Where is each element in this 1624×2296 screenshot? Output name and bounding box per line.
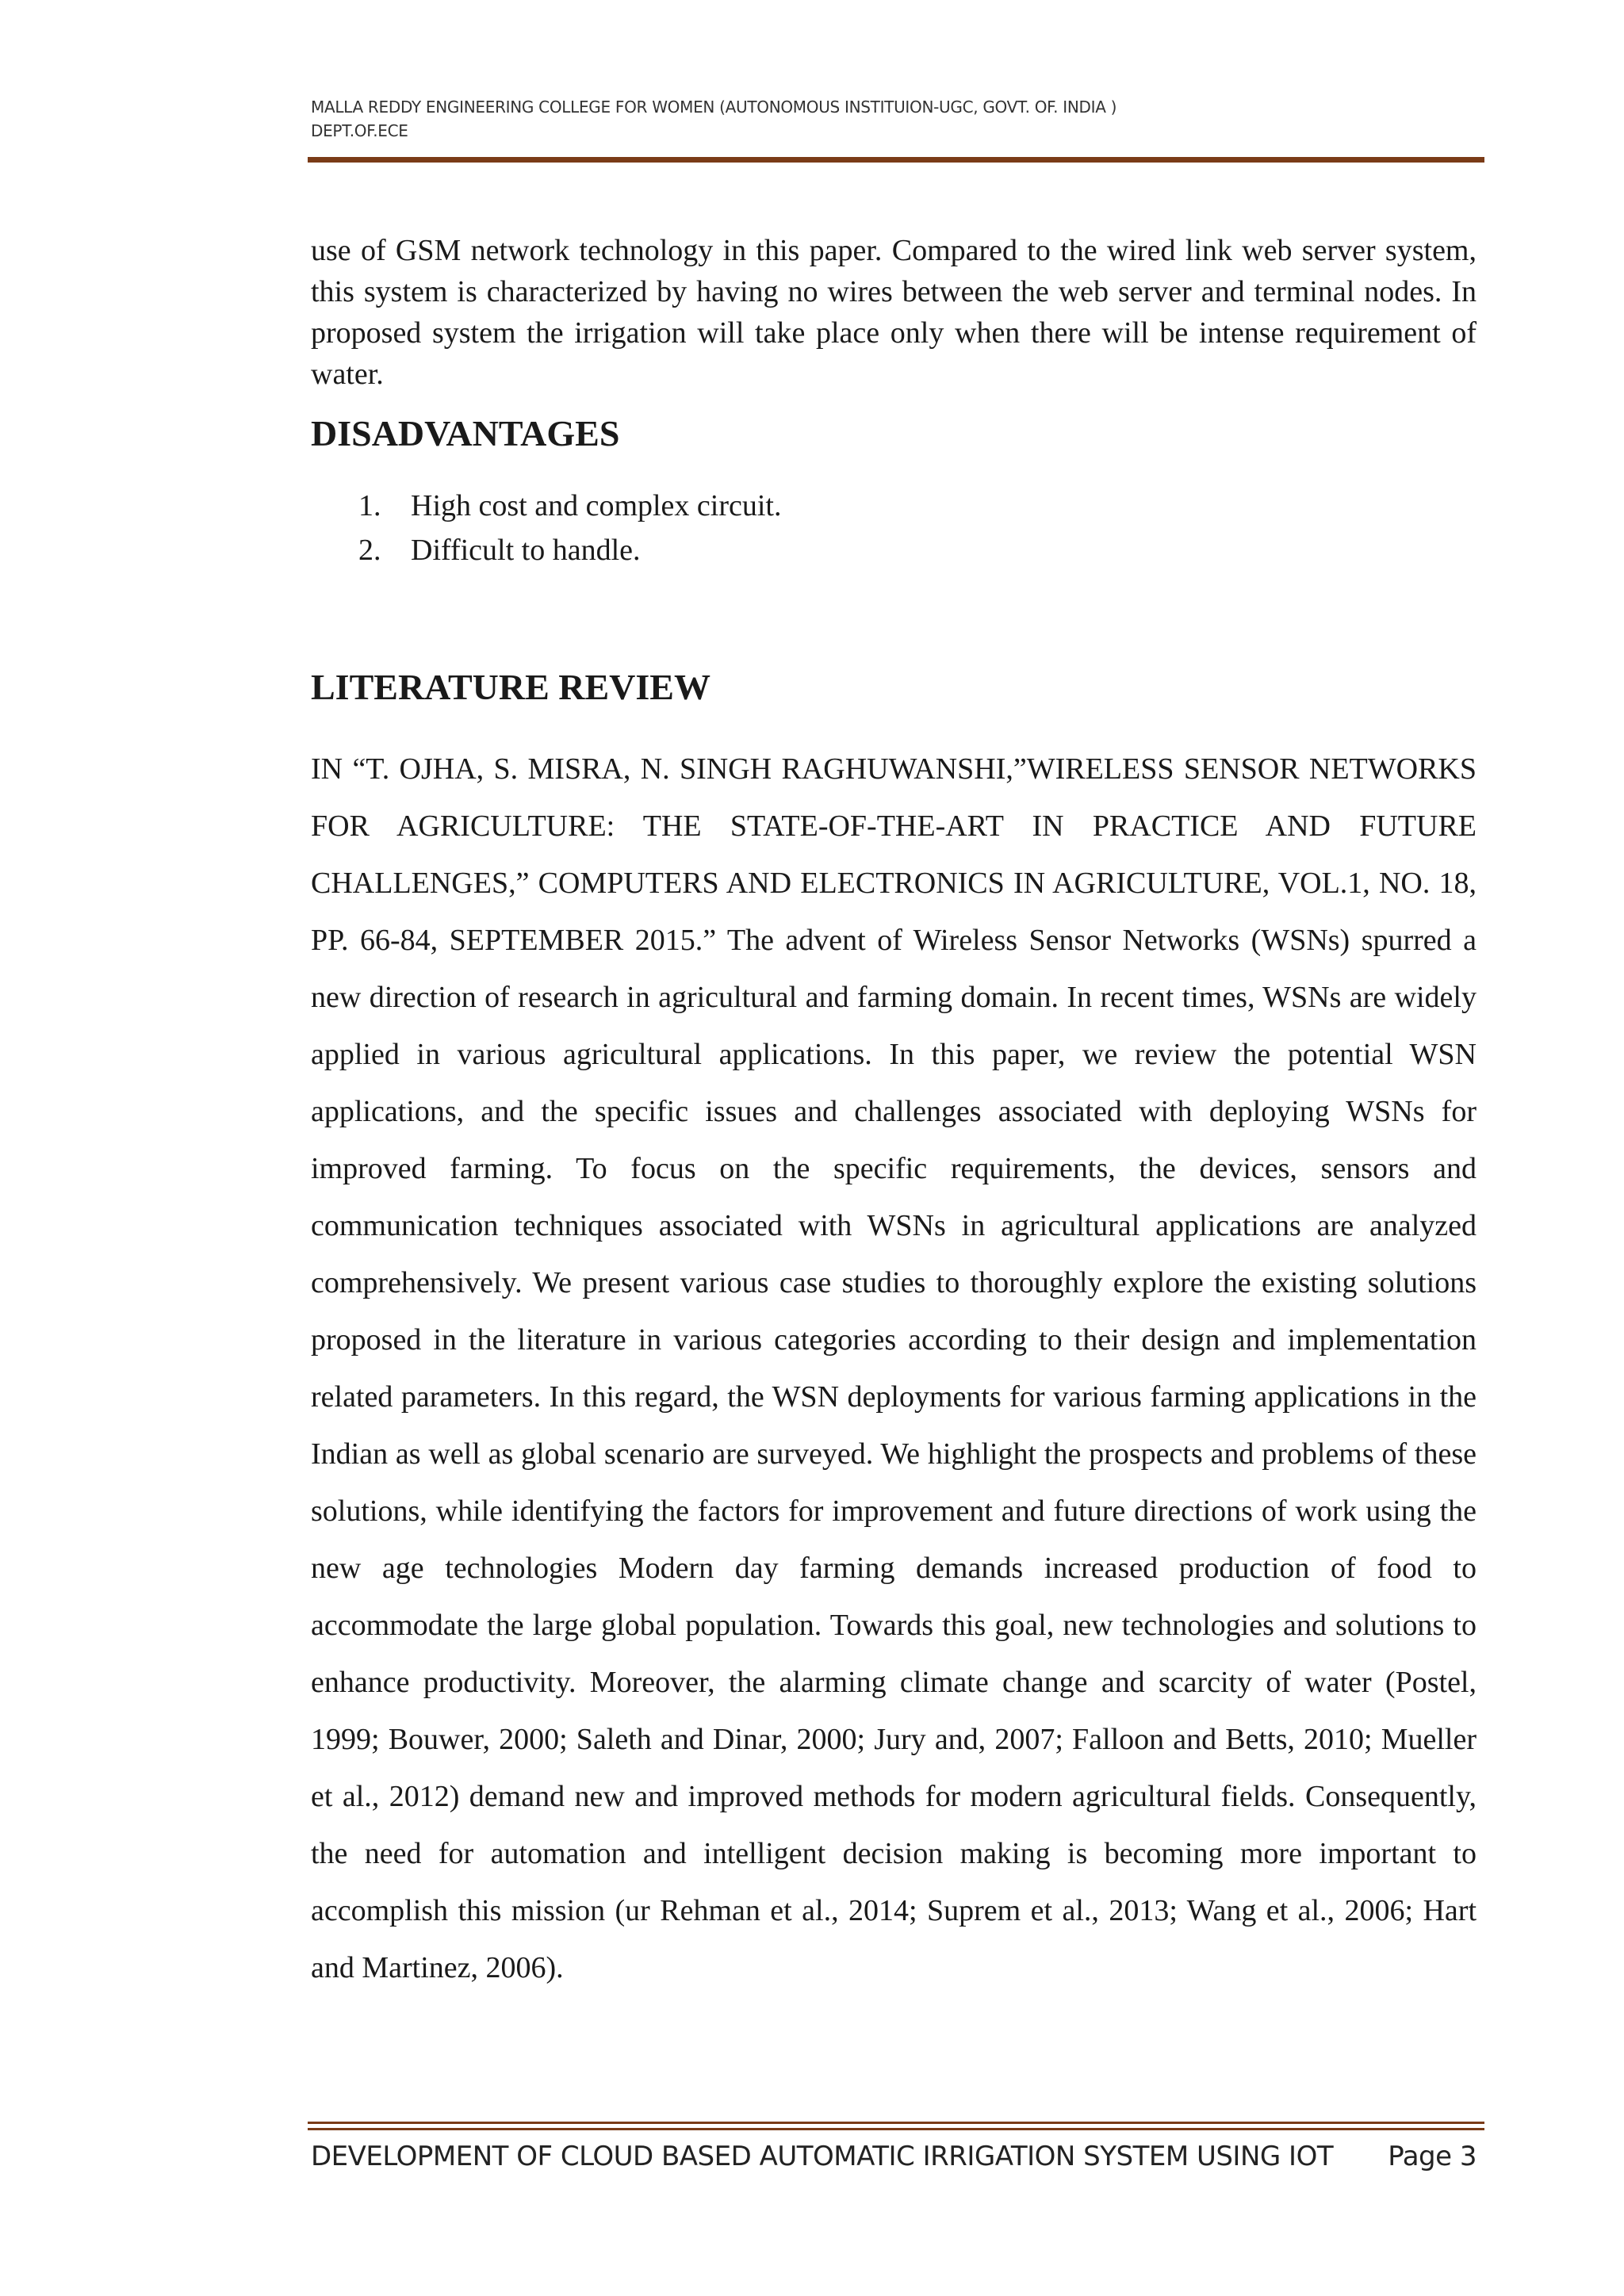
review-body-text: The advent of Wireless Sensor Networks (WSNs) spurred a new direction of research in agricultural and farming domain. In recent times, WSNs are widely applied in various agricultural applications. In this paper, we review the potential WSN applications, and the specific issues and challenges associated with deploying WSNs for improved farming. To focus on the specific requirements, the devices, sensors and communication techniques associated with WSNs in agricultural applications are analyzed comprehensively. We present various case studies to thoroughly explore the existing solutions proposed in the literature in various categories according to their design and implementation related parameters. In this regard, the WSN deployments for various farming applications in the Indian as well as global scenario are surveyed. We highlight the prospects and problems of these solutions, while identifying the factors for improvement and future directions of work using the new age technologies Modern day farming demands increased production of food to accommodate the large global population. Towards this goal, new technologies and solutions to enhance productivity. Moreover, the alarming climate change and scarcity of water (Postel, 1999; Bouwer, 2000; Saleth and Dinar, 2000; Jury and, 2007; Falloon and Betts, 2010; Mueller et al., 2012) demand new and improved methods for modern agricultural fields. Consequently, the need for automation and intelligent decision making is becoming more important to accomplish this mission (ur Rehman et al., 2014; Suprem et al., 2013; Wang et al., 2006; Hart and Martinez, 2006). [311, 924, 1477, 1984]
citation-text: IN “T. OJHA, S. MISRA, N. SINGH RAGHUWANSHI,”WIRELESS SENSOR NETWORKS FOR AGRICULTURE: THE STATE-OF-THE-ART IN PRACTICE AND FUTURE CHALLENGES,” COMPUTERS AND ELECTRONICS IN AGRICULTURE, VOL.1, NO. 18, PP. 66-84, SEPTEMBER 2015.” [311, 752, 1477, 957]
list-item-text: Difficult to handle. [411, 534, 641, 567]
list-item-text: High cost and complex circuit. [411, 489, 782, 522]
header-institution: MALLA REDDY ENGINEERING COLLEGE FOR WOMEN (AUTONOMOUS INSTITUION-UGC, GOVT. OF. INDIA ) [311, 98, 1117, 117]
list-item [358, 484, 782, 528]
intro-paragraph: use of GSM network technology in this paper. Compared to the wired link web server system, this system is characterized by having no wires between the web server and terminal nodes. In proposed system the irrigation will take place only when there will be intense requirement of water. [311, 234, 1477, 391]
header-rule [308, 157, 1484, 163]
list-item [358, 528, 782, 572]
literature-review-heading: LITERATURE REVIEW [311, 667, 710, 707]
disadvantages-heading: DISADVANTAGES [311, 413, 620, 453]
list-item-number: 2. [358, 534, 381, 567]
disadvantages-list [358, 484, 782, 572]
footer-rule-top [308, 2122, 1484, 2124]
header-department: DEPT.OF.ECE [311, 121, 408, 140]
page-footer [311, 2141, 1477, 2172]
footer-rule-bottom [308, 2128, 1484, 2130]
footer-title: DEVELOPMENT OF CLOUD BASED AUTOMATIC IRRIGATION SYSTEM USING IOT [311, 2141, 1334, 2172]
list-item-number: 1. [358, 489, 381, 522]
page-number: Page 3 [1388, 2141, 1477, 2172]
page-header [311, 95, 1484, 143]
literature-review-paragraph [311, 740, 1477, 1996]
